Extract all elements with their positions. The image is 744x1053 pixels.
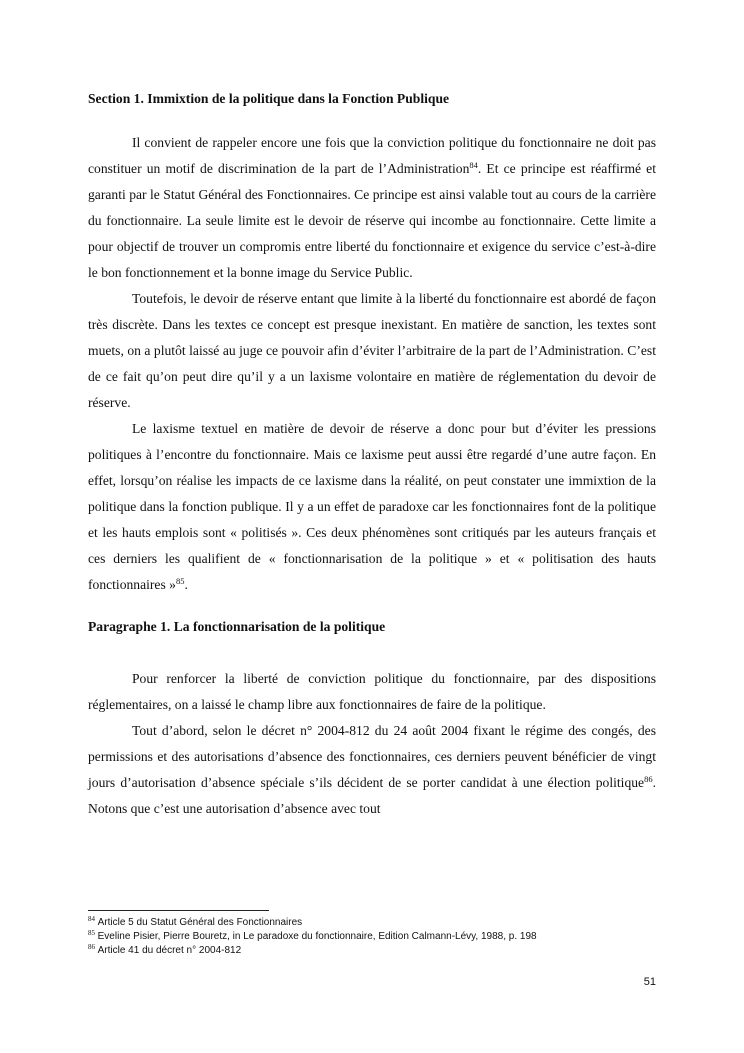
paragraph-text: Le laxisme textuel en matière de devoir de réserve a donc pour but d’éviter les pressions politiques à l’encontre du fonctionnaire. Mais ce laxisme peut aussi être regardé d’une autre façon. En effet, lorsqu’on réalise les impacts de ce laxisme dans la réalité, on peut constater une immixtion de la politique dans la fonction publique. Il y a un effet de paradoxe car les fonctionnaires font de la politique et les hauts emplois sont « politisés ». Ces deux phénomènes sont critiqués par les auteurs français et ces derniers les qualifient de « fonctionnarisation de la politique » et « politisation des hauts fonctionnaires » [88, 421, 656, 592]
paragraph-text: Tout d’abord, selon le décret n° 2004-812 du 24 août 2004 fixant le régime des congés, des permissions et des autorisations d’absence des fonctionnaires, ces derniers peuvent bénéficier de vingt jours d’autorisation d’absence spéciale s’ils décident de se porter candidat à une élection politique [88, 723, 656, 790]
page-body [88, 90, 656, 822]
footnotes [88, 916, 688, 958]
footnote-ref[interactable]: 85 [175, 576, 185, 586]
footnote-text: Eveline Pisier, Pierre Bouretz, in Le paradoxe du fonctionnaire, Edition Calmann-Lévy, 1988, p. 198 [97, 931, 537, 942]
footnote-text: Article 5 du Statut Général des Fonctionnaires [97, 917, 303, 928]
body-paragraph: Toutefois, le devoir de réserve entant que limite à la liberté du fonctionnaire est abordé de façon très discrète. Dans les textes ce concept est presque inexistant. En matière de sanction, les textes sont muets, on a plutôt laissé au juge ce pouvoir afin d’éviter l’arbitraire de la part de l’Administration. C’est de ce fait qu’on peut dire qu’il y a un laxisme volontaire en matière de réglementation du devoir de réserve. [88, 291, 656, 410]
section-heading: Section 1. Immixtion de la politique dans la Fonction Publique [88, 91, 450, 106]
footnote-number: 84 [88, 915, 95, 923]
body-paragraph [88, 416, 656, 598]
footnote-number: 86 [88, 943, 95, 951]
footnote-separator [88, 910, 269, 911]
paragraph-heading: Paragraphe 1. La fonctionnarisation de la politique [88, 619, 386, 634]
page-number: 51 [643, 976, 656, 988]
paragraph-text: . Notons que c’est une autorisation d’absence avec tout [88, 775, 656, 816]
body-paragraph [88, 718, 656, 822]
footnote [88, 944, 688, 958]
paragraph-text: . Et ce principe est réaffirmé et garanti par le Statut Général des Fonctionnaires. Ce principe est ainsi valable tout au cours de la carrière du fonctionnaire. La seule limite est le devoir de réserve qui incombe au fonctionnaire. Cette limite a pour objectif de trouver un compromis entre liberté du fonctionnaire et exigence du service c’est-à-dire le bon fonctionnement et la bonne image du Service Public. [88, 161, 656, 280]
paragraph-text: Il convient de rappeler encore une fois que la conviction politique du fonctionnaire ne doit pas constituer un motif de discrimination de la part de l’Administration [88, 135, 656, 176]
footnote [88, 916, 688, 930]
paragraph-text: . [184, 577, 188, 592]
body-paragraph [88, 130, 656, 286]
footnote-number: 85 [88, 929, 95, 937]
footnote-text: Article 41 du décret n° 2004-812 [97, 945, 242, 956]
footnote-ref[interactable]: 84 [469, 160, 478, 170]
footnote [88, 930, 688, 944]
body-paragraph: Pour renforcer la liberté de conviction politique du fonctionnaire, par des dispositions réglementaires, on a laissé le champ libre aux fonctionnaires de faire de la politique. [88, 671, 656, 712]
footnote-ref[interactable]: 86 [644, 774, 653, 784]
